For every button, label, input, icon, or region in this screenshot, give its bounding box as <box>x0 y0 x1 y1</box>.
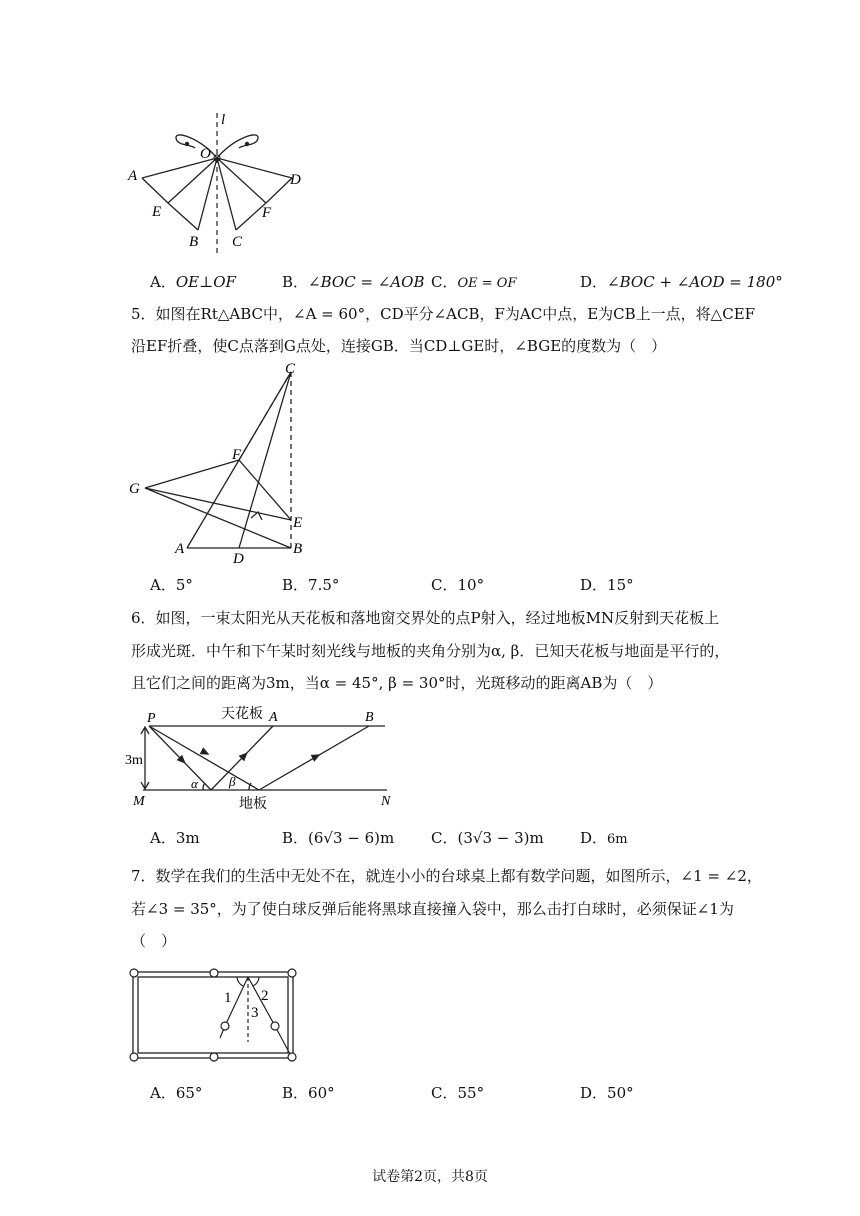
q6-label-alpha: α <box>191 776 198 791</box>
q5-label-F: F <box>232 447 242 463</box>
q7-option-d: D．50° <box>580 1084 634 1102</box>
q7-option-a: A．65° <box>150 1084 203 1102</box>
q5-label-A: A <box>175 541 185 557</box>
q5-label-B: B <box>293 541 303 557</box>
q6-label-beta: β <box>229 774 236 789</box>
q7-stem-line1: 7．数学在我们的生活中无处不在，就连小小的台球桌上都有数学问题，如图所示，∠1 = ∠2， <box>131 867 762 885</box>
q5-option-a: A．5° <box>150 576 193 594</box>
q4-option-a: A．OE⊥OF <box>150 273 236 291</box>
q4-label-B: B <box>189 234 199 250</box>
q4-label-D: D <box>290 172 301 188</box>
q4-label-C: C <box>232 234 243 250</box>
q5-label-C: C <box>285 361 296 377</box>
q4-label-F: F <box>262 205 272 221</box>
page-footer: 试卷第2页，共8页 <box>372 1169 488 1185</box>
q5-label-D: D <box>233 551 244 567</box>
q4-figure <box>120 108 320 258</box>
q6-option-d: D．6m <box>580 829 628 847</box>
q4-option-d: D．∠BOC + ∠AOD = 180° <box>580 273 783 291</box>
q7-stem-line3: （ ） <box>131 932 177 950</box>
q7-label-1: 1 <box>224 990 232 1006</box>
q5-stem-line1: 5．如图在Rt△ABC中，∠A = 60°，CD平分∠ACB，F为AC中点，E为CB上一点，将△CEF <box>131 305 756 323</box>
q5-option-d: D．15° <box>580 576 634 594</box>
q6-label-M: M <box>133 794 145 809</box>
q6-label-A: A <box>269 710 278 725</box>
q4-label-O: O <box>200 146 211 162</box>
q4-label-E: E <box>152 204 162 220</box>
q7-label-3: 3 <box>251 1005 259 1021</box>
q5-figure <box>125 360 325 570</box>
q6-stem-line3: 且它们之间的距离为3m，当α = 45°, β = 30°时，光斑移动的距离AB为（ ） <box>131 674 663 692</box>
q5-label-E: E <box>293 515 303 531</box>
q6-label-B: B <box>365 710 374 725</box>
q6-label-floor: 地板 <box>239 797 267 812</box>
q4-label-A: A <box>128 168 138 184</box>
q5-stem-line2: 沿EF折叠，使C点落到G点处，连接GB．当CD⊥GE时，∠BGE的度数为（ ） <box>131 337 667 355</box>
q6-option-b: B．(6√3 − 6)m <box>282 829 395 847</box>
q7-stem-line2: 若∠3 = 35°，为了使白球反弹后能将黑球直接撞入袋中，那么击打白球时，必须保证∠1为 <box>131 900 734 918</box>
q5-option-c: C．10° <box>431 576 485 594</box>
q7-figure <box>125 962 305 1066</box>
q6-label-height: 3m <box>125 753 143 768</box>
q4-option-b: B．∠BOC = ∠AOB <box>282 273 425 291</box>
q5-option-b: B．7.5° <box>282 576 340 594</box>
q7-label-2: 2 <box>261 988 269 1004</box>
q6-label-ceiling: 天花板 <box>221 707 263 722</box>
q6-option-a: A．3m <box>150 829 200 847</box>
q6-stem-line1: 6．如图，一束太阳光从天花板和落地窗交界处的点P射入，经过地板MN反射到天花板上 <box>131 609 720 627</box>
q7-option-b: B．60° <box>282 1084 335 1102</box>
q4-label-l: l <box>221 112 226 128</box>
q6-label-N: N <box>381 794 391 809</box>
q6-figure <box>125 702 405 814</box>
q6-label-P: P <box>147 711 156 726</box>
q7-option-c: C．55° <box>431 1084 485 1102</box>
q6-stem-line2: 形成光斑．中午和下午某时刻光线与地板的夹角分别为α, β．已知天花板与地面是平行的， <box>131 642 730 660</box>
q6-option-c: C．(3√3 − 3)m <box>431 829 544 847</box>
q4-option-c: C．OE = OF <box>431 273 517 291</box>
q5-label-G: G <box>129 481 140 497</box>
